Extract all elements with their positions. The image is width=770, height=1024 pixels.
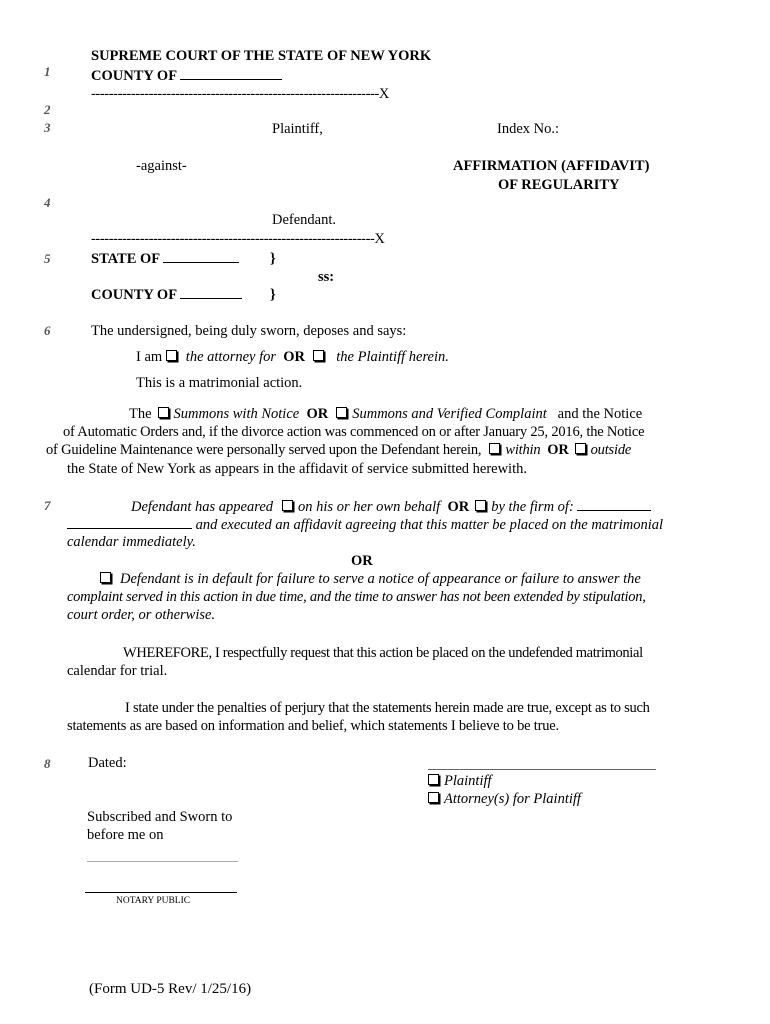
firm-name-blank[interactable] [577, 498, 651, 511]
notice-line-2: of Automatic Orders and, if the divorce action was commenced on or after January 25, 2016, the Notice [63, 424, 645, 440]
wherefore-line-2: calendar for trial. [67, 663, 168, 679]
form-id: (Form UD-5 Rev/ 1/25/16) [89, 981, 252, 997]
appeared-label: Defendant has appeared [131, 499, 274, 515]
calendar-immediately: calendar immediately. [67, 534, 196, 550]
or-label-1: OR [283, 349, 306, 365]
matrimonial-line: This is a matrimonial action. [136, 375, 303, 391]
checkbox-outside[interactable] [575, 443, 586, 454]
summons-line [129, 406, 642, 423]
line-number-4: 4 [44, 195, 51, 210]
notice-tail: and the Notice [557, 406, 643, 422]
state-blank[interactable] [163, 250, 239, 263]
caption-divider-top: -----------------------------------------------------------------X [91, 86, 389, 102]
brace-bottom: } [270, 287, 276, 303]
index-no-label: Index No.: [497, 121, 560, 137]
against-label: -against- [136, 158, 187, 174]
default-label-1: Defendant is in default for failure to serve a notice of appearance or failure to answer the [120, 571, 641, 587]
brace-top: } [270, 251, 276, 267]
or-label-4: OR [447, 499, 470, 515]
notary-signature-line[interactable] [85, 892, 237, 893]
subscribed-line-2: before me on [87, 827, 164, 843]
firm-name-blank-2[interactable] [67, 516, 192, 529]
checkbox-plaintiff-herein[interactable] [313, 350, 324, 361]
line-number-3: 3 [44, 120, 51, 135]
county-of-blank[interactable] [180, 286, 242, 299]
defendant-label: Defendant. [272, 212, 337, 228]
document-title-line2: OF REGULARITY [498, 177, 620, 193]
state-of-label: STATE OF [91, 251, 160, 267]
plaintiff-option-label: Plaintiff [444, 773, 492, 789]
or-center: OR [351, 553, 373, 569]
summons-complaint-label: Summons and Verified Complaint [352, 406, 547, 422]
line-number-6: 6 [44, 323, 51, 338]
checkbox-attorney[interactable] [166, 350, 177, 361]
plaintiff-herein-label: the Plaintiff herein. [336, 349, 449, 365]
default-line-2: complaint served in this action in due time, and the time to answer has not been extended by stipulation, [67, 589, 646, 605]
within-label: within [505, 442, 541, 458]
line-number-5: 5 [44, 251, 51, 266]
plaintiff-label: Plaintiff, [272, 121, 323, 137]
i-am-line [136, 349, 449, 366]
county-label: COUNTY OF [91, 68, 177, 84]
state-of-line [91, 250, 239, 268]
notice-line-4: the State of New York as appears in the affidavit of service submitted herewith. [67, 461, 527, 477]
caption-divider-bottom: ----------------------------------------------------------------X [91, 231, 385, 247]
checkbox-signer-plaintiff[interactable] [428, 774, 439, 785]
county-blank[interactable] [180, 67, 282, 80]
perjury-line-1: I state under the penalties of perjury that the statements herein made are true, except as to such [125, 700, 650, 716]
notice-line-3-text: of Guideline Maintenance were personally served upon the Defendant herein, [46, 442, 482, 458]
dated-label: Dated: [88, 755, 127, 771]
ss-label: ss: [318, 269, 335, 285]
attorney-for-label: the attorney for [185, 349, 277, 365]
wherefore-line-1: WHEREFORE, I respectfully request that this action be placed on the undefended matrimonial [123, 645, 643, 661]
county-of-line [91, 286, 242, 304]
default-line-3: court order, or otherwise. [67, 607, 216, 623]
by-firm-label: by the firm of: [491, 499, 574, 515]
appeared-line [131, 498, 651, 516]
checkbox-signer-attorney[interactable] [428, 792, 439, 803]
document-title-line1: AFFIRMATION (AFFIDAVIT) [453, 158, 650, 174]
checkbox-default[interactable] [100, 572, 111, 583]
checkbox-within[interactable] [489, 443, 500, 454]
line-number-7: 7 [44, 498, 51, 513]
summons-notice-label: Summons with Notice [173, 406, 300, 422]
checkbox-summons-notice[interactable] [158, 407, 169, 418]
default-line-1 [100, 571, 641, 588]
notice-line-3 [46, 442, 631, 459]
line-number-8: 8 [44, 756, 51, 771]
the-label: The [129, 406, 152, 422]
own-behalf-label: on his or her own behalf [298, 499, 441, 515]
county-of-label: COUNTY OF [91, 287, 177, 303]
sworn-date-line[interactable] [87, 861, 238, 862]
court-heading: SUPREME COURT OF THE STATE OF NEW YORK [91, 48, 432, 64]
executed-line [67, 516, 663, 534]
checkbox-by-firm[interactable] [475, 500, 486, 511]
or-label-2: OR [306, 406, 329, 422]
intro-line: The undersigned, being duly sworn, deposes and says: [91, 323, 407, 339]
line-number-2: 2 [44, 102, 51, 117]
perjury-line-2: statements as are based on information and belief, which statements I believe to be true. [67, 718, 559, 734]
outside-label: outside [590, 442, 632, 458]
i-am-label: I am [136, 349, 163, 365]
or-label-3: OR [547, 442, 569, 458]
attorney-option-label: Attorney(s) for Plaintiff [444, 791, 581, 807]
attorney-option [428, 791, 581, 808]
checkbox-own-behalf[interactable] [282, 500, 293, 511]
plaintiff-option [428, 773, 492, 790]
line-number-1: 1 [44, 64, 51, 79]
checkbox-summons-complaint[interactable] [336, 407, 347, 418]
county-heading [91, 67, 282, 85]
executed-label: and executed an affidavit agreeing that this matter be placed on the matrimonial [195, 517, 664, 533]
subscribed-line-1: Subscribed and Sworn to [87, 809, 233, 825]
notary-label: NOTARY PUBLIC [116, 896, 191, 906]
signature-line[interactable] [428, 769, 656, 770]
